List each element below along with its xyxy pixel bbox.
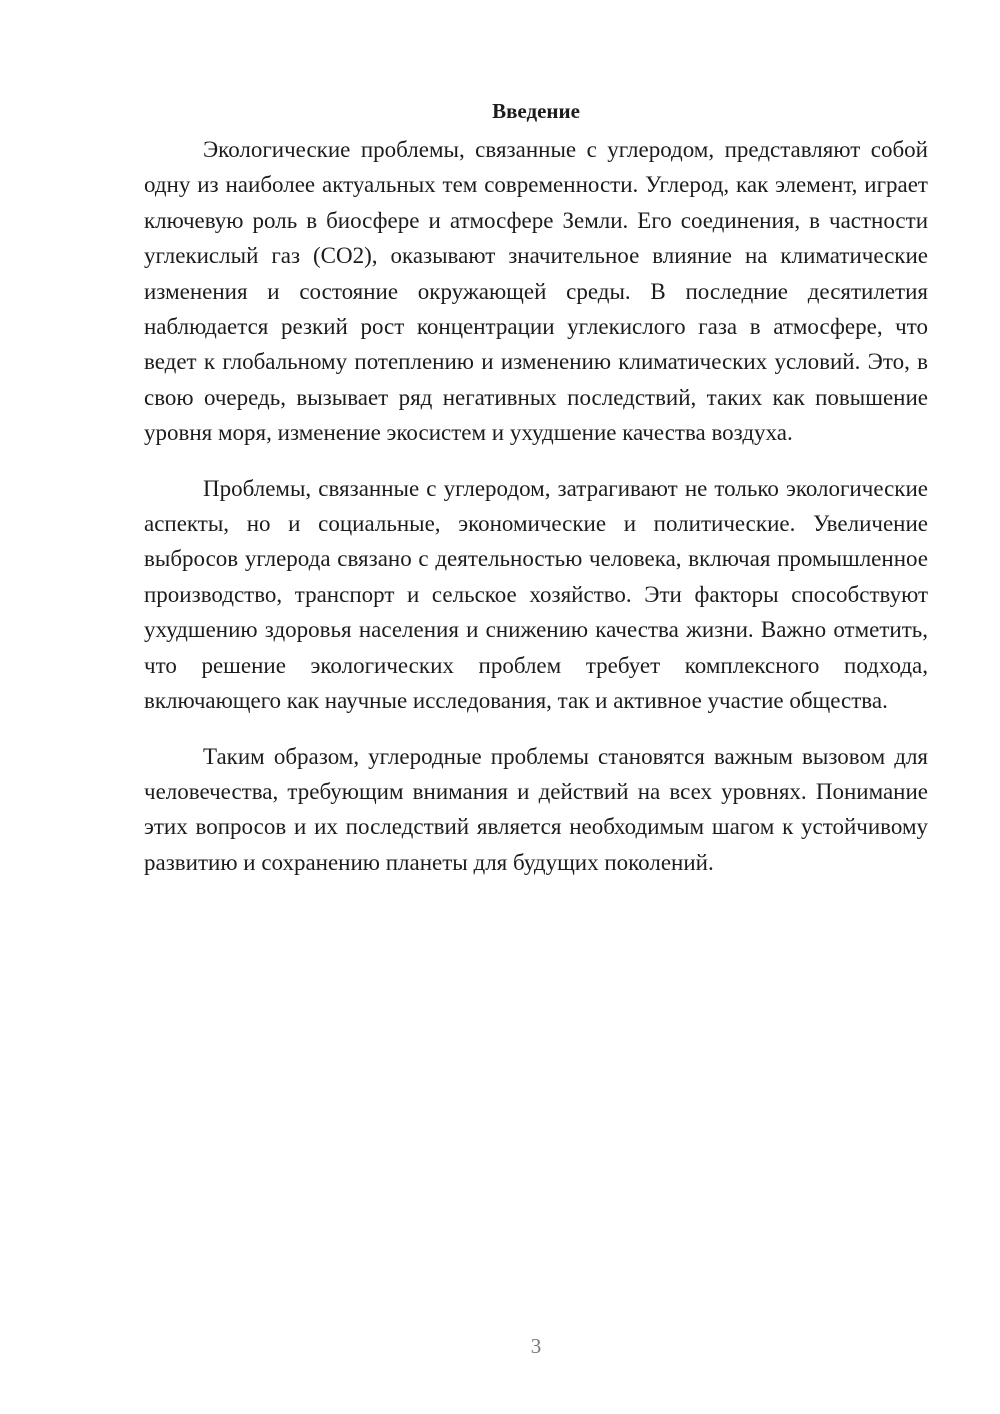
page-content <box>144 96 928 900</box>
paragraph: Таким образом, углеродные проблемы становятся важным вызовом для человечества, требующим внимания и действий на всех уровнях. Понимание этих вопросов и их последствий является необходимым шагом к устойчивому развитию и сохранению планеты для будущих поколений. <box>144 743 928 875</box>
paragraph: Проблемы, связанные с углеродом, затрагивают не только экологические аспекты, но и социальные, экономические и политические. Увеличение выбросов углерода связано с деятельностью человека, включая промышленное производство, транспорт и сельское хозяйство. Эти факторы способствуют ухудшению здоровья населения и снижению качества жизни. Важно отметить, что решение экологических проблем требует комплексного подхода, включающего как научные исследования, так и активное участие общества. <box>144 475 928 714</box>
page-number: 3 <box>530 1334 542 1358</box>
paragraph: Экологические проблемы, связанные с углеродом, представляют собой одну из наиболее актуальных тем современности. Углерод, как элемент, играет ключевую роль в биосфере и атмосфере Земли. Его соединения, в частности углекислый газ (CO2), оказывают значительное влияние на климатические изменения и состояние окружающей среды. В последние десятилетия наблюдается резкий рост концентрации углекислого газа в атмосфере, что ведет к глобальному потеплению и изменению климатических условий. Это, в свою очередь, вызывает ряд негативных последствий, таких как повышение уровня моря, изменение экосистем и ухудшение качества воздуха. <box>144 137 928 446</box>
section-title: Введение <box>492 99 580 123</box>
